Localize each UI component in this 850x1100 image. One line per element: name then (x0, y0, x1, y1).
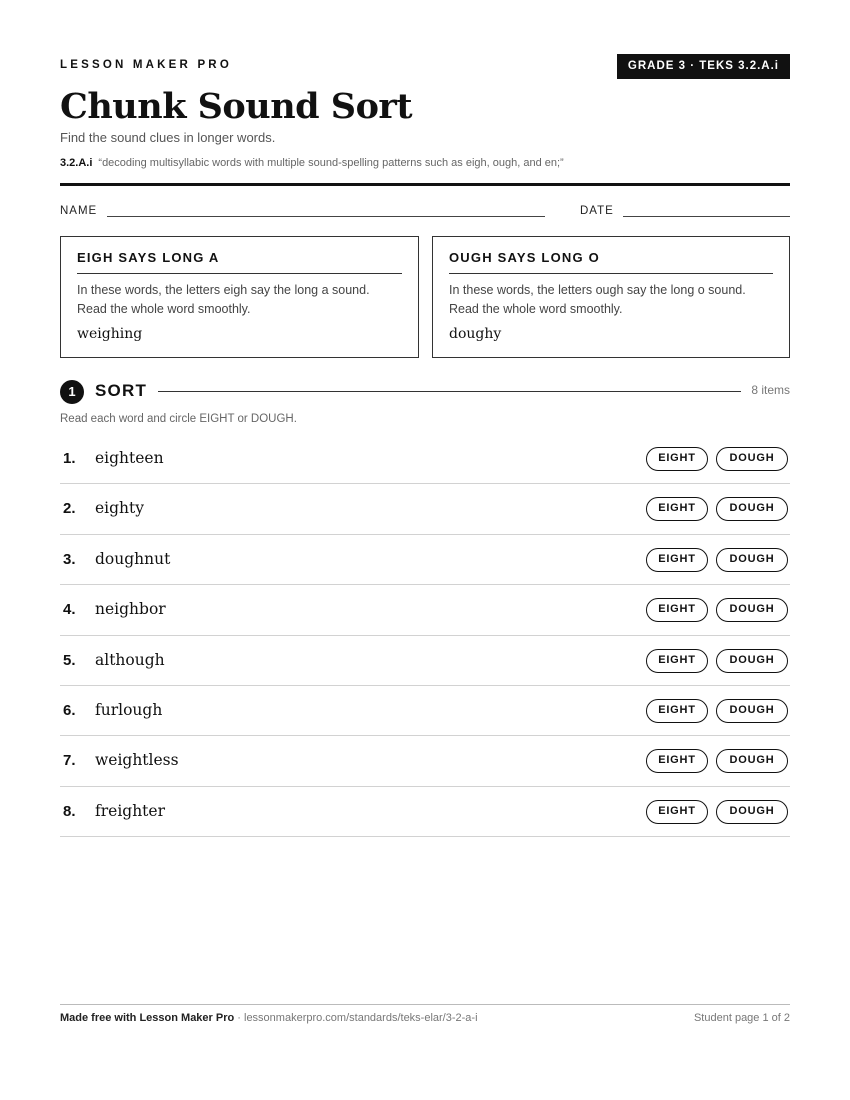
choice-eight[interactable]: EIGHT (646, 598, 708, 622)
page-subtitle: Find the sound clues in longer words. (60, 130, 276, 145)
clue-text: In these words, the letters ough say the long o sound. Read the whole word smoothly. (449, 283, 746, 316)
choice-dough[interactable]: DOUGH (716, 447, 788, 471)
item-word: doughnut (95, 549, 171, 568)
standard-code: 3.2.A.i (60, 157, 93, 169)
list-item (60, 686, 790, 736)
choice-dough[interactable]: DOUGH (716, 699, 788, 723)
list-item (60, 585, 790, 635)
worksheet-page (60, 0, 790, 1100)
date-label: DATE (580, 205, 614, 217)
footer-page-number: Student page 1 of 2 (693, 1012, 790, 1024)
choice-group (646, 800, 788, 824)
clue-example: weighing (77, 326, 143, 342)
section-instructions: Read each word and circle EIGHT or DOUGH. (60, 413, 297, 425)
choice-eight[interactable]: EIGHT (646, 548, 708, 572)
list-item (60, 434, 790, 484)
choice-dough[interactable]: DOUGH (716, 649, 788, 673)
clue-example: doughy (449, 326, 502, 342)
list-item (60, 736, 790, 786)
item-number: 6. (63, 701, 76, 719)
date-field[interactable] (623, 216, 790, 217)
sort-list (60, 434, 790, 837)
list-item (60, 787, 790, 837)
footer-made-with: Made free with Lesson Maker Pro (60, 1012, 235, 1024)
choice-eight[interactable]: EIGHT (646, 699, 708, 723)
choice-group (646, 548, 788, 572)
choice-group (646, 598, 788, 622)
name-label: NAME (60, 205, 98, 217)
footer-url: · lessonmakerpro.com/standards/teks-elar/3-2-a-i (234, 1012, 478, 1024)
item-number: 7. (63, 752, 76, 770)
item-number: 1. (63, 450, 76, 467)
choice-eight[interactable]: EIGHT (646, 447, 708, 471)
choice-dough[interactable]: DOUGH (716, 800, 788, 824)
choice-group (646, 699, 788, 723)
header-divider (60, 183, 790, 186)
footer-credit (60, 1012, 478, 1024)
item-word: weightless (95, 751, 179, 770)
item-number: 8. (63, 802, 76, 820)
choice-group (646, 749, 788, 773)
item-number: 3. (63, 550, 76, 568)
item-word: neighbor (95, 600, 166, 619)
grade-badge: GRADE 3 · TEKS 3.2.A.i (617, 54, 790, 79)
choice-eight[interactable]: EIGHT (646, 649, 708, 673)
choice-group (646, 497, 788, 521)
page-title: Chunk Sound Sort (60, 86, 413, 127)
choice-eight[interactable]: EIGHT (646, 497, 708, 521)
standard-text: “decoding multisyllabic words with multiple sound-spelling patterns such as eigh, ough, and en;” (98, 157, 564, 169)
choice-eight[interactable]: EIGHT (646, 800, 708, 824)
section-divider (158, 391, 741, 392)
choice-group (646, 447, 788, 471)
clue-box-ough (432, 236, 790, 358)
item-word: eighty (95, 499, 145, 518)
list-item (60, 484, 790, 534)
item-count: 8 items (751, 383, 790, 397)
section-number-badge: 1 (60, 380, 84, 404)
brand-name: LESSON MAKER PRO (60, 59, 232, 71)
choice-group (646, 649, 788, 673)
choice-dough[interactable]: DOUGH (716, 598, 788, 622)
clue-box-eigh (60, 236, 419, 358)
standard-line (60, 157, 564, 169)
item-word: freighter (95, 801, 165, 820)
choice-dough[interactable]: DOUGH (716, 497, 788, 521)
choice-eight[interactable]: EIGHT (646, 749, 708, 773)
clue-title: OUGH SAYS LONG O (449, 250, 773, 274)
choice-dough[interactable]: DOUGH (716, 749, 788, 773)
item-number: 2. (63, 500, 76, 518)
item-number: 4. (63, 601, 76, 619)
item-word: although (95, 650, 165, 669)
list-item (60, 636, 790, 686)
item-number: 5. (63, 651, 76, 669)
item-word: furlough (95, 700, 163, 719)
list-item (60, 535, 790, 585)
clue-title: EIGH SAYS LONG A (77, 250, 402, 274)
footer-divider (60, 1004, 790, 1005)
clue-text: In these words, the letters eigh say the long a sound. Read the whole word smoothly. (77, 283, 370, 316)
name-field[interactable] (107, 216, 545, 217)
item-word: eighteen (95, 449, 164, 467)
choice-dough[interactable]: DOUGH (716, 548, 788, 572)
section-title: SORT (95, 381, 148, 400)
